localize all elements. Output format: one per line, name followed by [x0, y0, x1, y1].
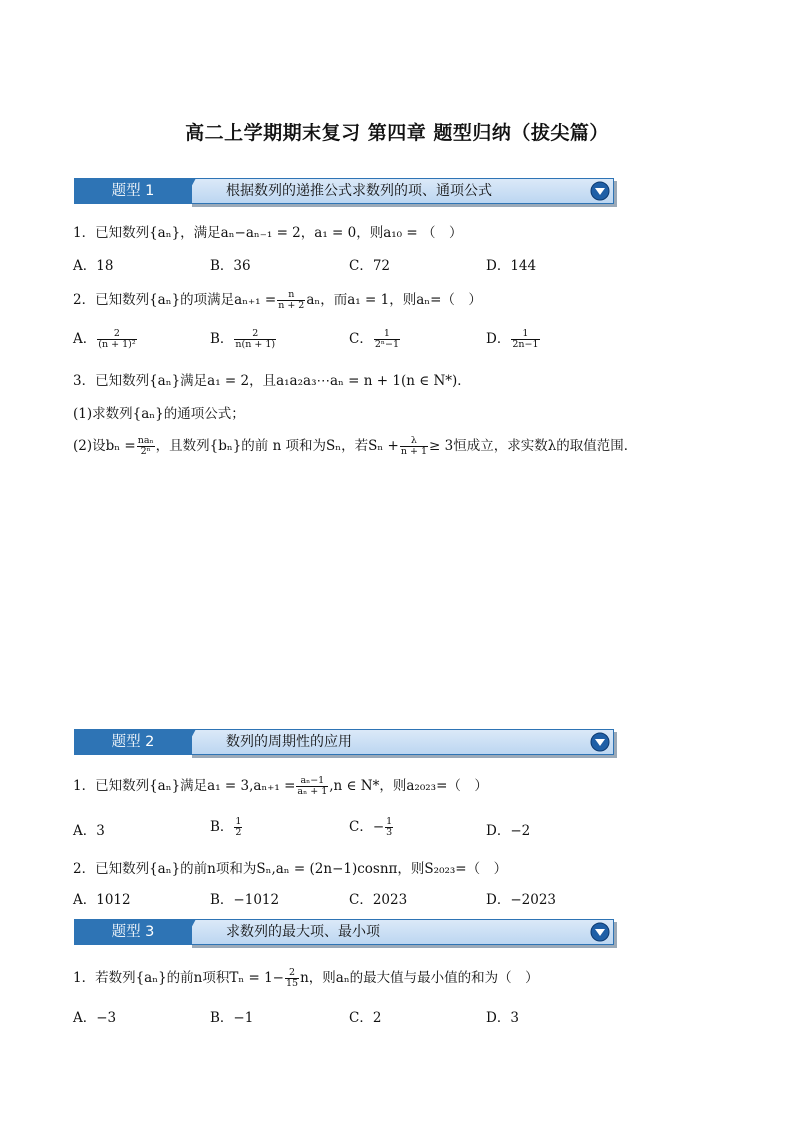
option-c: C．2	[349, 1010, 382, 1026]
question-part: (2)设bₙ = $\frac{\text{naₙ}}{\text{2ⁿ}}$ ，且数列{bₙ}的前 n 项和为Sₙ，若Sₙ + $\frac{\lambda}{n + 1}$ ≥ 3恒成立，求实数λ的取值范围．	[73, 435, 638, 457]
chevron-down-icon[interactable]	[590, 732, 610, 752]
option-d: D．144	[486, 258, 537, 274]
option-b: B．−1	[210, 1010, 254, 1026]
question-stem: 1．若数列{aₙ}的前n项积Tₙ = 1− $\frac{2}{15}$ n，则aₙ的最大值与最小值的和为（ ）	[73, 967, 539, 989]
section-topic: 求数列的最大项、最小项	[226, 924, 380, 940]
option-d: D． $\frac{1}{2n-1}$	[486, 328, 539, 350]
option-a: A．18	[73, 258, 114, 274]
option-c: C．2023	[349, 892, 408, 908]
option-c: C．72	[349, 258, 391, 274]
question-part: (1)求数列{aₙ}的通项公式；	[73, 406, 245, 422]
question-stem: 1．已知数列{aₙ}，满足aₙ−aₙ₋₁ = 2，a₁ = 0，则a₁₀ = （ ）	[73, 225, 463, 241]
option-b: B． $\frac{1}{2}$	[210, 816, 242, 838]
section-topic: 根据数列的递推公式求数列的项、通项公式	[226, 183, 492, 199]
section-header-2	[74, 729, 614, 755]
section-tag: 题型 1	[74, 178, 192, 204]
option-d: D．−2023	[486, 892, 556, 908]
option-a: A．−3	[73, 1010, 117, 1026]
option-d: D．−2	[486, 823, 531, 839]
option-b: B．36	[210, 258, 251, 274]
chevron-down-icon[interactable]	[590, 922, 610, 942]
question-stem: 1．已知数列{aₙ}满足a₁ = 3,aₙ₊₁ = $\frac{\text{aₙ−1}}{\text{aₙ + 1}}$ ,n ∈ N*，则a₂₀₂₃=（ ）	[73, 775, 488, 797]
option-a: A．3	[73, 823, 105, 839]
option-d: D．3	[486, 1010, 519, 1026]
option-b: B．−1012	[210, 892, 280, 908]
option-c: C． $\frac{1}{\text{2ⁿ−1}}$	[349, 328, 400, 350]
section-tag: 题型 2	[74, 729, 192, 755]
question-stem: 3．已知数列{aₙ}满足a₁ = 2，且a₁a₂a₃⋯aₙ = n + 1(n ∈ N*)．	[73, 373, 471, 389]
section-tag: 题型 3	[74, 919, 192, 945]
option-b: B． $\frac{2}{n(n + 1)}$	[210, 328, 276, 350]
question-stem: 2．已知数列{aₙ}的项满足aₙ₊₁ = $\frac{n}{n + 2}$ aₙ，而a₁ = 1，则aₙ=（ ）	[73, 289, 482, 311]
page-title: 高二上学期期末复习 第四章 题型归纳（拔尖篇）	[185, 122, 609, 144]
section-header-3	[74, 919, 614, 945]
question-stem: 2．已知数列{aₙ}的前n项和为Sₙ,aₙ = (2n−1)cosnπ，则S₂₀₂₃=（ ）	[73, 861, 508, 877]
option-c: C．− $\frac{1}{3}$	[349, 816, 393, 838]
chevron-down-icon[interactable]	[590, 181, 610, 201]
section-topic: 数列的周期性的应用	[226, 734, 352, 750]
section-header-1	[74, 178, 614, 204]
option-a: A．1012	[73, 892, 131, 908]
option-a: A． $\frac{2}{\text{(n + 1)²}}$	[73, 328, 136, 350]
